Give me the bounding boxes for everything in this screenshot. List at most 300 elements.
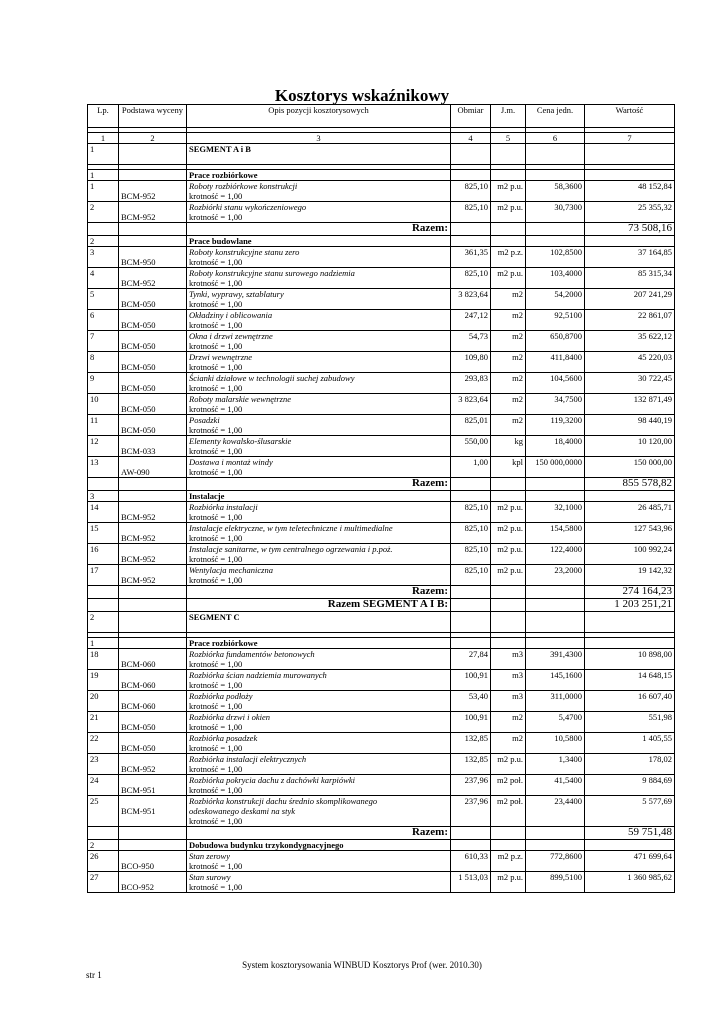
item-row	[88, 712, 675, 733]
empty-cell	[491, 599, 526, 612]
item-unit-price: 41,5400	[526, 775, 585, 796]
item-lp: 23	[88, 754, 119, 775]
item-unit: m2 p.z.	[491, 247, 526, 268]
description-line: Roboty konstrukcyjne stanu surowego nadziemia	[189, 268, 355, 278]
row-lp: 2	[88, 840, 119, 851]
empty-cell	[491, 840, 526, 851]
multiplier-note: krotność = 1,00	[189, 659, 243, 669]
item-lp: 14	[88, 502, 119, 523]
empty-cell	[526, 491, 585, 502]
description-line: Okna i drzwi zewnętrzne	[189, 331, 273, 341]
item-quantity: 132,85	[451, 733, 491, 754]
multiplier-note: krotność = 1,00	[189, 446, 243, 456]
item-value: 100 992,24	[585, 544, 675, 565]
page-number: str 1	[86, 970, 102, 980]
item-basis-code: BCM-050	[119, 733, 187, 754]
description-line: Stan surowy	[189, 872, 231, 882]
group-row	[88, 638, 675, 649]
empty-cell	[119, 612, 187, 633]
description-line: Stan zerowy	[189, 851, 231, 861]
item-description	[187, 796, 451, 827]
item-description	[187, 394, 451, 415]
item-unit: m2	[491, 310, 526, 331]
item-value: 30 722,45	[585, 373, 675, 394]
multiplier-note: krotność = 1,00	[189, 299, 243, 309]
group-row	[88, 170, 675, 181]
empty-cell	[451, 478, 491, 491]
item-lp: 25	[88, 796, 119, 827]
empty-cell	[491, 170, 526, 181]
item-unit: m2 p.u.	[491, 502, 526, 523]
item-basis-code: BCM-050	[119, 310, 187, 331]
item-description	[187, 523, 451, 544]
item-value: 1 360 985,62	[585, 872, 675, 893]
description-line: Roboty malarskie wewnętrzne	[189, 394, 291, 404]
multiplier-note: krotność = 1,00	[189, 680, 243, 690]
col-num: 6	[526, 133, 585, 144]
item-unit: m2 p.u.	[491, 268, 526, 289]
group-title: Prace budowlane	[187, 236, 451, 247]
item-unit: m2 p.u.	[491, 565, 526, 586]
header-lp: Lp.	[88, 105, 119, 128]
row-lp: 1	[88, 144, 119, 165]
item-unit: m3	[491, 691, 526, 712]
item-quantity: 825,10	[451, 268, 491, 289]
multiplier-note: krotność = 1,00	[189, 425, 243, 435]
item-row	[88, 796, 675, 827]
description-line: Ścianki działowe w technologii suchej zabudowy	[189, 373, 355, 383]
empty-cell	[119, 491, 187, 502]
description-line: Drzwi wewnętrzne	[189, 352, 253, 362]
empty-cell	[491, 236, 526, 247]
empty-cell	[491, 612, 526, 633]
item-quantity: 1 513,03	[451, 872, 491, 893]
empty-cell	[88, 586, 119, 599]
item-value: 98 440,19	[585, 415, 675, 436]
item-unit: m2 p.z.	[491, 851, 526, 872]
item-unit: m3	[491, 649, 526, 670]
multiplier-note: krotność = 1,00	[189, 743, 243, 753]
description-line: Rozbiórka podłoży	[189, 691, 253, 701]
item-quantity: 3 823,64	[451, 289, 491, 310]
multiplier-note: krotność = 1,00	[189, 764, 243, 774]
item-unit: m2 poł.	[491, 775, 526, 796]
item-unit-price: 899,5100	[526, 872, 585, 893]
group-title: Dobudowa budynku trzykondygnacyjnego	[187, 840, 451, 851]
item-unit-price: 54,2000	[526, 289, 585, 310]
item-description	[187, 331, 451, 352]
item-description	[187, 544, 451, 565]
item-quantity: 1,00	[451, 457, 491, 478]
item-quantity: 293,83	[451, 373, 491, 394]
item-row	[88, 851, 675, 872]
empty-cell	[526, 223, 585, 236]
item-value: 19 142,32	[585, 565, 675, 586]
item-row	[88, 352, 675, 373]
item-unit-price: 103,4000	[526, 268, 585, 289]
multiplier-note: krotność = 1,00	[189, 533, 243, 543]
item-unit: m2 p.u.	[491, 181, 526, 202]
item-row	[88, 310, 675, 331]
item-basis-code: BCM-952	[119, 268, 187, 289]
item-row	[88, 775, 675, 796]
header-obmiar: Obmiar	[451, 105, 491, 128]
item-description	[187, 712, 451, 733]
multiplier-note: krotność = 1,00	[189, 861, 243, 871]
multiplier-note: krotność = 1,00	[189, 191, 243, 201]
item-value: 5 577,69	[585, 796, 675, 827]
item-unit-price: 411,8400	[526, 352, 585, 373]
description-line: Rozbiórka instalacji elektrycznych	[189, 754, 307, 764]
item-quantity: 54,73	[451, 331, 491, 352]
item-value: 14 648,15	[585, 670, 675, 691]
empty-cell	[526, 478, 585, 491]
item-row	[88, 872, 675, 893]
empty-cell	[526, 827, 585, 840]
item-basis-code: BCM-060	[119, 670, 187, 691]
subtotal-label: Razem SEGMENT A I B:	[187, 599, 451, 612]
subtotal-row	[88, 478, 675, 491]
empty-cell	[585, 144, 675, 165]
multiplier-note: krotność = 1,00	[189, 882, 243, 892]
item-quantity: 825,10	[451, 502, 491, 523]
item-lp: 2	[88, 202, 119, 223]
item-value: 9 884,69	[585, 775, 675, 796]
multiplier-note: krotność = 1,00	[189, 383, 243, 393]
multiplier-note: krotność = 1,00	[189, 278, 243, 288]
item-row	[88, 457, 675, 478]
item-unit-price: 23,2000	[526, 565, 585, 586]
description-line: Roboty konstrukcyjne stanu zero	[189, 247, 300, 257]
item-unit-price: 122,4000	[526, 544, 585, 565]
multiplier-note: krotność = 1,00	[189, 467, 243, 477]
empty-cell	[585, 170, 675, 181]
item-value: 10 120,00	[585, 436, 675, 457]
item-row	[88, 373, 675, 394]
item-row	[88, 670, 675, 691]
item-lp: 1	[88, 181, 119, 202]
item-basis-code: BCM-951	[119, 796, 187, 827]
empty-cell	[119, 170, 187, 181]
empty-cell	[491, 144, 526, 165]
empty-cell	[119, 223, 187, 236]
software-footer: System kosztorysowania WINBUD Kosztorys Prof (wer. 2010.30)	[242, 960, 482, 970]
item-value: 22 861,07	[585, 310, 675, 331]
item-quantity: 100,91	[451, 712, 491, 733]
item-lp: 22	[88, 733, 119, 754]
item-basis-code: BCM-050	[119, 352, 187, 373]
item-lp: 15	[88, 523, 119, 544]
description-line: Instalacje elektryczne, w tym teletechniczne i multimedialne	[189, 523, 393, 533]
multiplier-note: krotność = 1,00	[189, 722, 243, 732]
empty-cell	[491, 478, 526, 491]
col-num: 3	[187, 133, 451, 144]
item-lp: 21	[88, 712, 119, 733]
empty-cell	[585, 491, 675, 502]
empty-cell	[491, 491, 526, 502]
item-quantity: 27,84	[451, 649, 491, 670]
group-title: Prace rozbiórkowe	[187, 638, 451, 649]
col-num: 2	[119, 133, 187, 144]
item-lp: 7	[88, 331, 119, 352]
item-quantity: 825,10	[451, 565, 491, 586]
item-row	[88, 733, 675, 754]
item-description	[187, 502, 451, 523]
empty-cell	[451, 223, 491, 236]
empty-cell	[119, 236, 187, 247]
col-num: 5	[491, 133, 526, 144]
empty-cell	[119, 840, 187, 851]
row-lp: 2	[88, 612, 119, 633]
description-line: Rozbiórka posadzek	[189, 733, 258, 743]
empty-cell	[585, 236, 675, 247]
description-line: odeskowanego deskami na styk	[189, 806, 295, 816]
item-description	[187, 247, 451, 268]
description-line: Rozbiórka pokrycia dachu z dachówki karpiówki	[189, 775, 355, 785]
item-unit-price: 5,4700	[526, 712, 585, 733]
empty-cell	[491, 827, 526, 840]
item-basis-code: BCM-952	[119, 754, 187, 775]
item-quantity: 825,10	[451, 544, 491, 565]
subtotal-value: 1 203 251,21	[585, 599, 675, 612]
subtotal-label: Razem:	[187, 586, 451, 599]
item-unit: m2 p.u.	[491, 544, 526, 565]
item-basis-code: BCM-952	[119, 544, 187, 565]
empty-cell	[88, 599, 119, 612]
header-jm: J.m.	[491, 105, 526, 128]
item-basis-code: BCO-950	[119, 851, 187, 872]
subtotal-value: 274 164,23	[585, 586, 675, 599]
item-description	[187, 754, 451, 775]
item-lp: 5	[88, 289, 119, 310]
row-lp: 2	[88, 236, 119, 247]
empty-cell	[526, 586, 585, 599]
item-lp: 20	[88, 691, 119, 712]
description-line: Tynki, wyprawy, sztablatury	[189, 289, 284, 299]
item-unit: kg	[491, 436, 526, 457]
item-description	[187, 691, 451, 712]
item-lp: 16	[88, 544, 119, 565]
item-unit: m2	[491, 394, 526, 415]
item-lp: 3	[88, 247, 119, 268]
subtotal-label: Razem:	[187, 223, 451, 236]
subtotal-value: 73 508,16	[585, 223, 675, 236]
item-row	[88, 523, 675, 544]
item-value: 127 543,96	[585, 523, 675, 544]
item-unit: m2 p.u.	[491, 872, 526, 893]
empty-cell	[119, 478, 187, 491]
item-description	[187, 565, 451, 586]
item-value: 551,98	[585, 712, 675, 733]
item-row	[88, 436, 675, 457]
multiplier-note: krotność = 1,00	[189, 362, 243, 372]
item-lp: 9	[88, 373, 119, 394]
item-quantity: 132,85	[451, 754, 491, 775]
item-unit: m2	[491, 373, 526, 394]
item-unit: kpl	[491, 457, 526, 478]
description-line: Rozbiórka drzwi i okien	[189, 712, 270, 722]
item-basis-code: BCM-952	[119, 502, 187, 523]
header-wartosc: Wartość	[585, 105, 675, 128]
group-row	[88, 840, 675, 851]
item-unit-price: 92,5100	[526, 310, 585, 331]
description-line: Rozbiórka ścian nadziemia murowanych	[189, 670, 327, 680]
item-description	[187, 268, 451, 289]
empty-cell	[526, 612, 585, 633]
item-row	[88, 649, 675, 670]
segment-title: SEGMENT C	[187, 612, 451, 633]
item-unit-price: 311,0000	[526, 691, 585, 712]
item-unit: m2 p.u.	[491, 523, 526, 544]
group-row	[88, 236, 675, 247]
item-description	[187, 202, 451, 223]
empty-cell	[119, 144, 187, 165]
item-value: 10 898,00	[585, 649, 675, 670]
header-podstawa: Podstawa wyceny	[119, 105, 187, 128]
item-unit: m2	[491, 712, 526, 733]
item-lp: 17	[88, 565, 119, 586]
item-quantity: 53,40	[451, 691, 491, 712]
description-line: Rozbiórka instalacji	[189, 502, 258, 512]
item-description	[187, 649, 451, 670]
item-basis-code: BCM-952	[119, 202, 187, 223]
empty-cell	[585, 612, 675, 633]
item-basis-code: BCM-050	[119, 415, 187, 436]
empty-cell	[451, 491, 491, 502]
empty-cell	[526, 144, 585, 165]
item-basis-code: BCM-050	[119, 373, 187, 394]
item-row	[88, 415, 675, 436]
empty-cell	[119, 586, 187, 599]
item-lp: 10	[88, 394, 119, 415]
item-lp: 18	[88, 649, 119, 670]
multiplier-note: krotność = 1,00	[189, 554, 243, 564]
item-quantity: 550,00	[451, 436, 491, 457]
item-quantity: 247,12	[451, 310, 491, 331]
item-quantity: 361,35	[451, 247, 491, 268]
item-description	[187, 181, 451, 202]
item-description	[187, 851, 451, 872]
item-basis-code: BCM-952	[119, 181, 187, 202]
multiplier-note: krotność = 1,00	[189, 575, 243, 585]
subtotal-label: Razem:	[187, 478, 451, 491]
item-row	[88, 544, 675, 565]
item-unit-price: 772,8600	[526, 851, 585, 872]
description-line: Rozbiórka fundamentów betonowych	[189, 649, 315, 659]
item-quantity: 109,80	[451, 352, 491, 373]
item-unit-price: 23,4400	[526, 796, 585, 827]
item-unit: m2	[491, 415, 526, 436]
item-unit-price: 154,5800	[526, 523, 585, 544]
item-unit: m2	[491, 733, 526, 754]
description-line: Dostawa i montaż windy	[189, 457, 273, 467]
item-description	[187, 872, 451, 893]
item-row	[88, 394, 675, 415]
item-value: 16 607,40	[585, 691, 675, 712]
description-line: Posadzki	[189, 415, 220, 425]
empty-cell	[451, 586, 491, 599]
item-description	[187, 733, 451, 754]
item-quantity: 825,01	[451, 415, 491, 436]
item-unit-price: 150 000,0000	[526, 457, 585, 478]
item-description	[187, 373, 451, 394]
item-row	[88, 691, 675, 712]
item-unit: m2	[491, 352, 526, 373]
empty-cell	[451, 840, 491, 851]
item-unit: m2 poł.	[491, 796, 526, 827]
item-lp: 8	[88, 352, 119, 373]
description-line: Wentylacja mechaniczna	[189, 565, 273, 575]
empty-cell	[119, 599, 187, 612]
multiplier-note: krotność = 1,00	[189, 341, 243, 351]
empty-cell	[451, 612, 491, 633]
item-basis-code: BCM-951	[119, 775, 187, 796]
description-line: Roboty rozbiórkowe konstrukcji	[189, 181, 298, 191]
item-basis-code: BCM-060	[119, 649, 187, 670]
item-unit-price: 102,8500	[526, 247, 585, 268]
subtotal-label: Razem:	[187, 827, 451, 840]
group-title: Instalacje	[187, 491, 451, 502]
empty-cell	[119, 638, 187, 649]
multiplier-note: krotność = 1,00	[189, 701, 243, 711]
item-basis-code: BCO-952	[119, 872, 187, 893]
item-basis-code: BCM-060	[119, 691, 187, 712]
row-lp: 3	[88, 491, 119, 502]
item-value: 37 164,85	[585, 247, 675, 268]
item-lp: 13	[88, 457, 119, 478]
subtotal-row	[88, 599, 675, 612]
segment-title: SEGMENT A i B	[187, 144, 451, 165]
item-row	[88, 502, 675, 523]
item-unit-price: 58,3600	[526, 181, 585, 202]
item-row	[88, 202, 675, 223]
empty-cell	[88, 827, 119, 840]
header-row	[88, 105, 675, 128]
col-num: 1	[88, 133, 119, 144]
item-value: 132 871,49	[585, 394, 675, 415]
item-value: 26 485,71	[585, 502, 675, 523]
multiplier-note: krotność = 1,00	[189, 320, 243, 330]
item-value: 85 315,34	[585, 268, 675, 289]
item-description	[187, 670, 451, 691]
empty-cell	[88, 223, 119, 236]
cost-estimate-table	[87, 104, 675, 893]
item-lp: 26	[88, 851, 119, 872]
segment-row	[88, 144, 675, 165]
header-cena: Cena jedn.	[526, 105, 585, 128]
empty-cell	[451, 827, 491, 840]
item-unit-price: 1,3400	[526, 754, 585, 775]
item-value: 1 405,55	[585, 733, 675, 754]
subtotal-row	[88, 223, 675, 236]
subtotal-row	[88, 827, 675, 840]
item-row	[88, 247, 675, 268]
col-num: 4	[451, 133, 491, 144]
item-row	[88, 289, 675, 310]
empty-cell	[491, 586, 526, 599]
item-quantity: 237,96	[451, 796, 491, 827]
row-lp: 1	[88, 638, 119, 649]
segment-row	[88, 612, 675, 633]
item-row	[88, 181, 675, 202]
item-quantity: 610,33	[451, 851, 491, 872]
item-description	[187, 310, 451, 331]
multiplier-note: krotność = 1,00	[189, 212, 243, 222]
empty-cell	[451, 170, 491, 181]
empty-cell	[526, 638, 585, 649]
description-line: Rozbiórka konstrukcji dachu średnio skomplikowanego	[189, 796, 378, 806]
subtotal-value: 855 578,82	[585, 478, 675, 491]
